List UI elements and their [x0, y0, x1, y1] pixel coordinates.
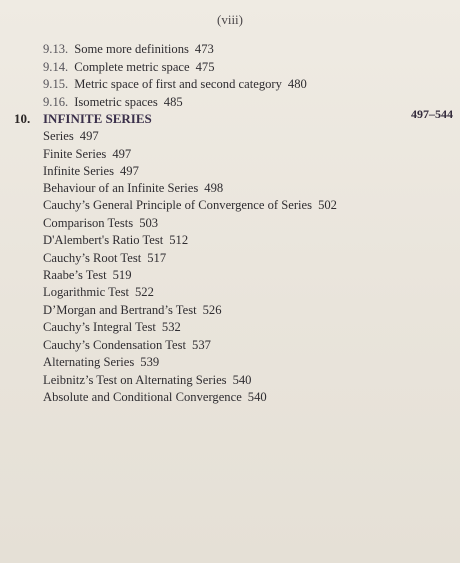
toc-entry — [43, 129, 99, 144]
entry-page: 503 — [139, 216, 159, 230]
entry-page: 497 — [112, 147, 132, 161]
entry-title: Infinite Series — [43, 164, 114, 178]
entry-page: 532 — [161, 320, 181, 334]
toc-entry — [43, 164, 139, 179]
entry-page: 497 — [79, 129, 99, 143]
toc-entry — [43, 147, 131, 162]
subsection-title: Metric space of first and second category — [74, 77, 282, 91]
entry-page: 512 — [169, 233, 189, 247]
entry-title: D'Alembert's Ratio Test — [43, 233, 164, 247]
entry-page: 540 — [232, 373, 252, 387]
entry-title: Behaviour of an Infinite Series — [43, 181, 199, 195]
entry-title: Cauchy’s Root Test — [43, 251, 142, 265]
subsection-page: 485 — [163, 95, 183, 109]
entry-title: Logarithmic Test — [43, 285, 129, 299]
entry-title: Alternating Series — [43, 355, 135, 369]
subsection-page: 473 — [194, 42, 214, 56]
toc-entry — [43, 338, 211, 353]
toc-entry — [43, 181, 223, 196]
entry-page: 539 — [140, 355, 160, 369]
subsection-title: Isometric spaces — [74, 95, 158, 109]
toc-entry — [43, 373, 251, 388]
entry-page: 537 — [192, 338, 211, 352]
chapter-number: 10. — [14, 111, 31, 126]
toc-subsection-9-15 — [43, 77, 307, 92]
toc-entry — [43, 285, 154, 300]
entry-page: 519 — [112, 268, 132, 282]
entry-title: Cauchy’s General Principle of Convergence of Series — [43, 198, 313, 212]
page-number: (viii) — [217, 12, 243, 27]
subsection-number: 9.15. — [43, 77, 69, 91]
subsection-number: 9.14. — [43, 60, 69, 74]
entry-page: 517 — [147, 251, 167, 265]
entry-title: Leibnitz’s Test on Alternating Series — [43, 373, 227, 387]
entry-title: Cauchy’s Integral Test — [43, 320, 156, 334]
entry-title: Finite Series — [43, 147, 107, 161]
entry-title: Series — [43, 129, 74, 143]
subsection-page: 480 — [287, 77, 307, 91]
chapter-page-range: 497–544 — [411, 107, 453, 121]
toc-entry — [43, 216, 158, 231]
entry-title: Absolute and Conditional Convergence — [43, 390, 242, 404]
entry-page: 522 — [134, 285, 154, 299]
entry-page: 497 — [120, 164, 139, 178]
toc-entry — [43, 233, 188, 248]
entry-title: D’Morgan and Bertrand’s Test — [43, 303, 197, 317]
subsection-page: 475 — [195, 60, 215, 74]
subsection-number: 9.16. — [43, 95, 69, 109]
entry-title: Comparison Tests — [43, 216, 134, 230]
chapter-title: INFINITE SERIES — [43, 111, 152, 126]
toc-subsection-9-16 — [43, 95, 183, 110]
toc-entry — [43, 320, 181, 335]
entry-page: 540 — [247, 390, 267, 404]
toc-entry — [43, 198, 337, 213]
subsection-number: 9.13. — [43, 42, 69, 56]
toc-entry — [43, 355, 159, 370]
entry-page: 526 — [202, 303, 222, 317]
subsection-title: Some more definitions — [74, 42, 189, 56]
subsection-title: Complete metric space — [74, 60, 190, 74]
entry-page: 502 — [318, 198, 337, 212]
toc-entry — [43, 268, 131, 283]
toc-entry — [43, 251, 166, 266]
toc-subsection-9-14 — [43, 60, 214, 75]
toc-entry — [43, 303, 222, 318]
entry-title: Cauchy’s Condensation Test — [43, 338, 187, 352]
entry-page: 498 — [204, 181, 224, 195]
toc-subsection-9-13 — [43, 42, 214, 57]
entry-title: Raabe’s Test — [43, 268, 107, 282]
toc-entry — [43, 390, 267, 405]
